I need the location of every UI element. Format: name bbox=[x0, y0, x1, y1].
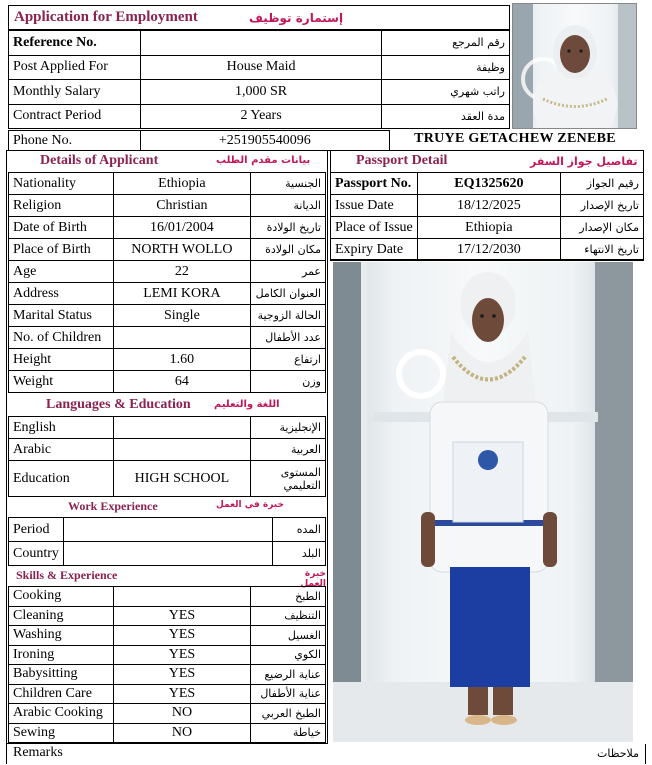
field-label: Ironing bbox=[9, 645, 114, 665]
field-value: 2 Years bbox=[140, 104, 381, 129]
field-value: YES bbox=[113, 665, 250, 685]
field-value: NORTH WOLLO bbox=[113, 239, 250, 261]
field-label: Arabic Cooking bbox=[9, 704, 114, 724]
top-row bbox=[9, 55, 510, 80]
remarks-label: Remarks bbox=[13, 745, 63, 760]
field-label-ar: العربية bbox=[251, 439, 326, 461]
field-label-ar: عمر bbox=[251, 261, 326, 283]
work-header bbox=[8, 497, 326, 516]
applicant-photo-small bbox=[512, 3, 637, 129]
skills-title-en: Skills & Experience bbox=[16, 568, 118, 582]
field-label-ar: مكان الولادة bbox=[251, 239, 326, 261]
phone-label: Phone No. bbox=[9, 131, 141, 151]
field-label: Sewing bbox=[9, 723, 114, 743]
field-label-ar: المده bbox=[273, 518, 326, 542]
top-row bbox=[9, 31, 510, 56]
field-label: Period bbox=[9, 518, 64, 542]
field-label: English bbox=[9, 417, 114, 439]
field-label: Religion bbox=[9, 195, 114, 217]
field-label: Arabic bbox=[9, 439, 114, 461]
field-value: HIGH SCHOOL bbox=[113, 461, 251, 497]
field-label-ar: الإنجليزية bbox=[251, 417, 326, 439]
field-label-ar: الحالة الزوجية bbox=[251, 305, 326, 327]
form-title-ar: إستمارة توظيف bbox=[249, 11, 344, 25]
field-label: Country bbox=[9, 542, 64, 566]
field-label: Post Applied For bbox=[9, 55, 141, 80]
languages-row bbox=[9, 417, 326, 439]
field-label-ar: راتب شهري bbox=[382, 80, 510, 105]
field-label: Age bbox=[9, 261, 114, 283]
passport-row bbox=[331, 217, 644, 239]
field-label-ar: العنوان الكامل bbox=[251, 283, 326, 305]
field-value bbox=[63, 542, 272, 566]
work-row bbox=[9, 542, 326, 566]
work-row bbox=[9, 518, 326, 542]
field-label-ar: الغسيل bbox=[251, 626, 326, 646]
field-value: 1.60 bbox=[113, 349, 250, 371]
details-title-en: Details of Applicant bbox=[40, 153, 159, 168]
field-label-ar: تاريخ الانتهاء bbox=[561, 239, 644, 261]
field-label: Babysitting bbox=[9, 665, 114, 685]
languages-title-ar: اللغة والتعليم bbox=[214, 399, 280, 410]
field-value bbox=[113, 417, 251, 439]
skills-row bbox=[9, 665, 326, 685]
field-label-ar: مدة العقد bbox=[382, 104, 510, 129]
field-value: House Maid bbox=[140, 55, 381, 80]
field-label-ar: الطبخ العربي bbox=[251, 704, 326, 724]
field-label: Issue Date bbox=[331, 195, 418, 217]
field-value: 22 bbox=[113, 261, 250, 283]
top-row bbox=[9, 80, 510, 105]
field-label-ar: المستوى التعليمي bbox=[251, 461, 326, 497]
remarks-label-ar: ملاحظات bbox=[597, 747, 639, 760]
field-label-ar: وزن bbox=[251, 371, 326, 393]
phone-value: +251905540096 bbox=[140, 131, 389, 151]
field-label: Washing bbox=[9, 626, 114, 646]
languages-title-en: Languages & Education bbox=[46, 397, 191, 412]
field-label: Passport No. bbox=[331, 173, 418, 195]
top-info-table bbox=[8, 30, 510, 129]
field-value: YES bbox=[113, 606, 250, 626]
details-row bbox=[9, 349, 326, 371]
details-row bbox=[9, 217, 326, 239]
skills-row bbox=[9, 626, 326, 646]
details-header bbox=[8, 152, 326, 171]
field-value: 16/01/2004 bbox=[113, 217, 250, 239]
details-row bbox=[9, 327, 326, 349]
skills-row bbox=[9, 723, 326, 743]
field-label-ar: عناية الرضيع bbox=[251, 665, 326, 685]
skills-header bbox=[8, 565, 326, 589]
passport-row bbox=[331, 195, 644, 217]
details-title-ar: بيانات مقدم الطلب bbox=[216, 155, 311, 166]
field-value: Ethiopia bbox=[113, 173, 250, 195]
field-value: EQ1325620 bbox=[417, 173, 560, 195]
languages-row bbox=[9, 439, 326, 461]
details-row bbox=[9, 371, 326, 393]
field-label: Monthly Salary bbox=[9, 80, 141, 105]
passport-table bbox=[330, 172, 644, 261]
field-label: Reference No. bbox=[9, 31, 141, 56]
field-value: 17/12/2030 bbox=[417, 239, 560, 261]
field-label-ar: الطبخ bbox=[251, 587, 326, 607]
field-label: Weight bbox=[9, 371, 114, 393]
field-label: Date of Birth bbox=[9, 217, 114, 239]
languages-header bbox=[8, 396, 326, 416]
details-row bbox=[9, 283, 326, 305]
applicant-photo-large bbox=[333, 262, 633, 742]
skills-table bbox=[8, 586, 326, 743]
field-value: Christian bbox=[113, 195, 250, 217]
field-value: YES bbox=[113, 645, 250, 665]
field-value bbox=[140, 31, 381, 56]
field-value bbox=[113, 327, 250, 349]
field-label-ar: وظيفة bbox=[382, 55, 510, 80]
field-value: LEMI KORA bbox=[113, 283, 250, 305]
field-label-ar: الجنسية bbox=[251, 173, 326, 195]
form-title-en: Application for Employment bbox=[14, 9, 198, 25]
field-value: NO bbox=[113, 723, 250, 743]
passport-row bbox=[331, 239, 644, 261]
languages-table bbox=[8, 416, 326, 497]
field-label: Cooking bbox=[9, 587, 114, 607]
field-label-ar: تاريخ الولادة bbox=[251, 217, 326, 239]
field-value bbox=[63, 518, 272, 542]
field-value: 18/12/2025 bbox=[417, 195, 560, 217]
field-label: Address bbox=[9, 283, 114, 305]
skills-row bbox=[9, 606, 326, 626]
details-row bbox=[9, 239, 326, 261]
field-label: Children Care bbox=[9, 684, 114, 704]
passport-title-ar: تفاصيل جواز السفر bbox=[530, 155, 638, 168]
field-label: Height bbox=[9, 349, 114, 371]
field-value: YES bbox=[113, 626, 250, 646]
skills-row bbox=[9, 684, 326, 704]
field-label: Marital Status bbox=[9, 305, 114, 327]
field-label: Expiry Date bbox=[331, 239, 418, 261]
skills-title-ar: خبرة العمل bbox=[300, 569, 326, 589]
skills-row bbox=[9, 704, 326, 724]
field-value: NO bbox=[113, 704, 250, 724]
field-label-ar: الكوي bbox=[251, 645, 326, 665]
field-label-ar: رقم المرجع bbox=[382, 31, 510, 56]
details-row bbox=[9, 195, 326, 217]
skills-row bbox=[9, 645, 326, 665]
field-label-ar: رقيم الجواز bbox=[561, 173, 644, 195]
field-value: Ethiopia bbox=[417, 217, 560, 239]
field-label-ar: عناية الأطفال bbox=[251, 684, 326, 704]
field-value: 1,000 SR bbox=[140, 80, 381, 105]
field-value: YES bbox=[113, 684, 250, 704]
field-label: Cleaning bbox=[9, 606, 114, 626]
remarks-row bbox=[6, 744, 646, 764]
field-value: Single bbox=[113, 305, 250, 327]
form-header bbox=[8, 5, 510, 30]
field-label-ar: ارتفاع bbox=[251, 349, 326, 371]
passport-row bbox=[331, 173, 644, 195]
languages-row bbox=[9, 461, 326, 497]
phone-table bbox=[8, 130, 390, 151]
field-label-ar: مكان الإصدار bbox=[561, 217, 644, 239]
passport-title-en: Passport Detail bbox=[356, 153, 448, 168]
field-value bbox=[113, 587, 250, 607]
field-label: No. of Children bbox=[9, 327, 114, 349]
field-label: Nationality bbox=[9, 173, 114, 195]
details-row bbox=[9, 305, 326, 327]
field-label: Place of Birth bbox=[9, 239, 114, 261]
field-label-ar: التنظيف bbox=[251, 606, 326, 626]
work-title-ar: خبرة في العمل bbox=[216, 500, 284, 510]
field-label: Contract Period bbox=[9, 104, 141, 129]
field-label-ar: عدد الأطفال bbox=[251, 327, 326, 349]
work-title-en: Work Experience bbox=[68, 499, 158, 513]
field-label-ar: تاريخ الإصدار bbox=[561, 195, 644, 217]
field-value: 64 bbox=[113, 371, 250, 393]
field-label-ar: خياطة bbox=[251, 723, 326, 743]
field-label-ar: الديانة bbox=[251, 195, 326, 217]
details-row bbox=[9, 173, 326, 195]
passport-header bbox=[330, 152, 644, 171]
field-value bbox=[113, 439, 251, 461]
work-table bbox=[8, 517, 326, 566]
applicant-name: TRUYE GETACHEW ZENEBE bbox=[414, 131, 616, 146]
field-label-ar: البلد bbox=[273, 542, 326, 566]
skills-row bbox=[9, 587, 326, 607]
field-label: Education bbox=[9, 461, 114, 497]
details-row bbox=[9, 261, 326, 283]
field-label: Place of Issue bbox=[331, 217, 418, 239]
details-table bbox=[8, 172, 326, 393]
top-row bbox=[9, 104, 510, 129]
